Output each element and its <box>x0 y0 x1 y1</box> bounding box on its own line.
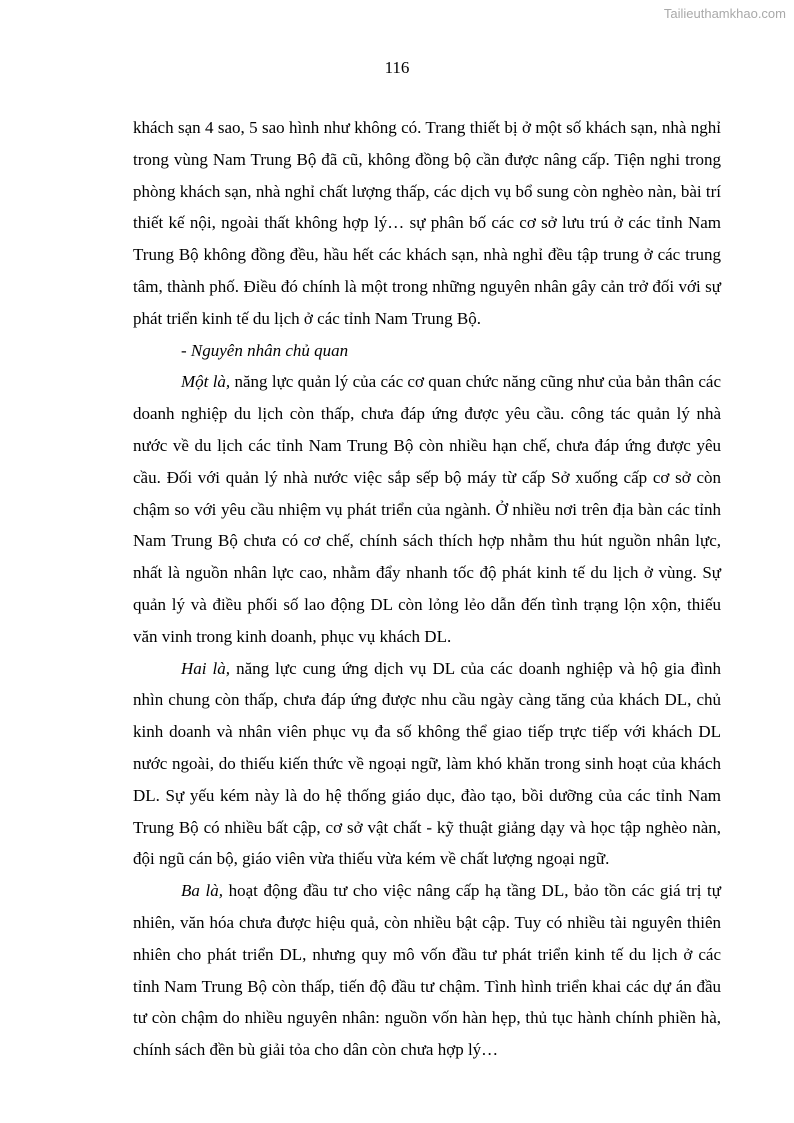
paragraph-body: năng lực cung ứng dịch vụ DL của các doanh nghiệp và hộ gia đình nhìn chung còn thấp, chưa đáp ứng được nhu cầu ngày càng tăng của khách DL, chủ kinh doanh và nhân viên phục vụ đa số không thể giao tiếp trực tiếp với khách DL nước ngoài, do thiếu kiến thức về ngoại ngữ, làm khó khăn trong sinh hoạt của khách DL. Sự yếu kém này là do hệ thống giáo dục, đào tạo, bồi dưỡng của các tỉnh Nam Trung Bộ có nhiều bất cập, cơ sở vật chất - kỹ thuật giảng dạy và học tập nghèo nàn, đội ngũ cán bộ, giáo viên vừa thiếu vừa kém về chất lượng ngoại ngữ. <box>133 658 721 869</box>
paragraph-mot-la <box>133 366 721 652</box>
paragraph-lead: Hai là, <box>181 658 231 678</box>
section-subheading: - Nguyên nhân chủ quan <box>181 340 349 360</box>
paragraph-body: năng lực quản lý của các cơ quan chức năng cũng như của bản thân các doanh nghiệp du lịch còn thấp, chưa đáp ứng được yêu cầu. công tác quản lý nhà nước về du lịch các tỉnh Nam Trung Bộ còn nhiều hạn chế, chưa đáp ứng được yêu cầu. Đối với quản lý nhà nước việc sắp sếp bộ máy từ cấp Sở xuống cấp cơ sở còn chậm so với yêu cầu nhiệm vụ phát triển của ngành. Ở nhiều nơi trên địa bàn các tỉnh Nam Trung Bộ chưa có cơ chế, chính sách thích hợp nhằm thu hút nguồn nhân lực, nhất là nguồn nhân lực cao, nhằm đẩy nhanh tốc độ phát kinh tế du lịch ở vùng. Sự quản lý và điều phối số lao động DL còn lỏng lẻo dẫn đến tình trạng lộn xộn, thiếu văn vinh trong kinh doanh, phục vụ khách DL. <box>133 372 722 646</box>
document-body <box>133 112 721 1066</box>
paragraph-hai-la <box>133 653 721 876</box>
paragraph-body: hoạt động đầu tư cho việc nâng cấp hạ tầng DL, bảo tồn các giá trị tự nhiên, văn hóa chưa được hiệu quả, còn nhiều bật cập. Tuy có nhiều tài nguyên thiên nhiên cho phát triển DL, nhưng quy mô vốn đầu tư phát triển kinh tế du lịch ở các tỉnh Nam Trung Bộ còn thấp, tiến độ đầu tư chậm. Tình hình triển khai các dự án đầu tư còn chậm do nhiều nguyên nhân: nguồn vốn hàn hẹp, thủ tục hành chính phiền hà, chính sách đền bù giải tỏa cho dân còn chưa hợp lý… <box>133 881 721 1060</box>
page-number: 116 <box>384 58 410 77</box>
paragraph-ba-la <box>133 875 721 1066</box>
watermark: Tailieuthamkhao.com <box>663 6 786 21</box>
paragraph-lead: Một là, <box>181 372 231 392</box>
paragraph-continuation: khách sạn 4 sao, 5 sao hình như không có. Trang thiết bị ở một số khách sạn, nhà nghỉ trong vùng Nam Trung Bộ đã cũ, không đồng bộ cần được nâng cấp. Tiện nghi trong phòng khách sạn, nhà nghỉ chất lượng thấp, các dịch vụ bổ sung còn nghèo nàn, bài trí thiết kế nội, ngoài thất không hợp lý… sự phân bố các cơ sở lưu trú ở các tỉnh Nam Trung Bộ không đồng đều, hầu hết các khách sạn, nhà nghỉ đều tập trung ở các trung tâm, thành phố. Điều đó chính là một trong những nguyên nhân gây cản trở đối với sự phát triển kinh tế du lịch ở các tỉnh Nam Trung Bộ. <box>133 118 721 328</box>
paragraph-lead: Ba là, <box>181 881 223 901</box>
